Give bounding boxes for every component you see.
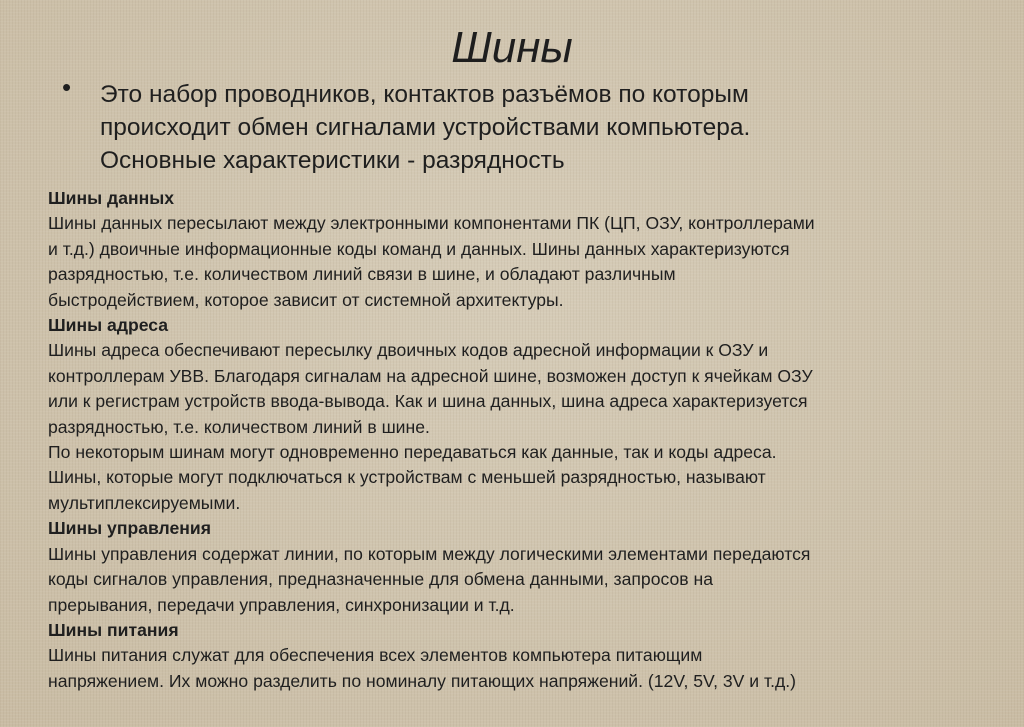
section-line: мультиплексируемыми. xyxy=(48,492,241,513)
section-line: и т.д.) двоичные информационные коды команд и данных. Шины данных характеризуются xyxy=(48,238,790,259)
section-line: Шины данных пересылают между электронными компонентами ПК (ЦП, ОЗУ, контроллерами xyxy=(48,213,815,234)
section-line: разрядностью, т.е. количеством линий связи в шине, и обладают различным xyxy=(48,264,676,285)
bullet-dot: • xyxy=(62,72,72,102)
section-line: коды сигналов управления, предназначенные для обмена данными, запросов на xyxy=(48,569,713,590)
section-line: напряжением. Их можно разделить по номиналу питающих напряжений. (12V, 5V, 3V и т.д.) xyxy=(48,670,797,691)
section-line: или к регистрам устройств ввода-вывода. Как и шина данных, шина адреса характеризуется xyxy=(48,391,808,412)
section-line: прерывания, передачи управления, синхронизации и т.д. xyxy=(48,594,515,615)
section-line: Шины, которые могут подключаться к устройствам с меньшей разрядностью, называют xyxy=(48,467,766,488)
section-heading: Шины данных xyxy=(48,188,175,208)
section-data-bus xyxy=(48,186,988,313)
section-power-bus xyxy=(48,618,988,694)
section-line: контроллерам УВВ. Благодаря сигналам на адресной шине, возможен доступ к ячейкам ОЗУ xyxy=(48,365,813,386)
section-heading: Шины питания xyxy=(48,619,179,640)
slide-title: Шины xyxy=(451,23,573,72)
section-line: быстродействием, которое зависит от системной архитектуры. xyxy=(48,289,564,310)
section-heading: Шины адреса xyxy=(48,315,169,336)
section-line: Шины питания служат для обеспечения всех элементов компьютера питающим xyxy=(48,645,703,666)
intro-line: Это набор проводников, контактов разъёмов по которым xyxy=(100,81,749,108)
intro-text xyxy=(100,78,960,177)
intro-line: Основные характеристики - разрядность xyxy=(100,147,565,174)
section-address-bus xyxy=(48,313,988,516)
section-heading: Шины управления xyxy=(48,518,211,539)
body-text xyxy=(48,186,988,694)
section-line: Шины адреса обеспечивают пересылку двоичных кодов адресной информации к ОЗУ и xyxy=(48,340,769,361)
intro-line: происходит обмен сигналами устройствами компьютера. xyxy=(100,114,751,141)
section-line: Шины управления содержат линии, по которым между логическими элементами передаются xyxy=(48,543,811,564)
section-line: По некоторым шинам могут одновременно передаваться как данные, так и коды адреса. xyxy=(48,442,777,463)
section-line: разрядностью, т.е. количеством линий в шине. xyxy=(48,416,430,437)
section-control-bus xyxy=(48,516,988,618)
